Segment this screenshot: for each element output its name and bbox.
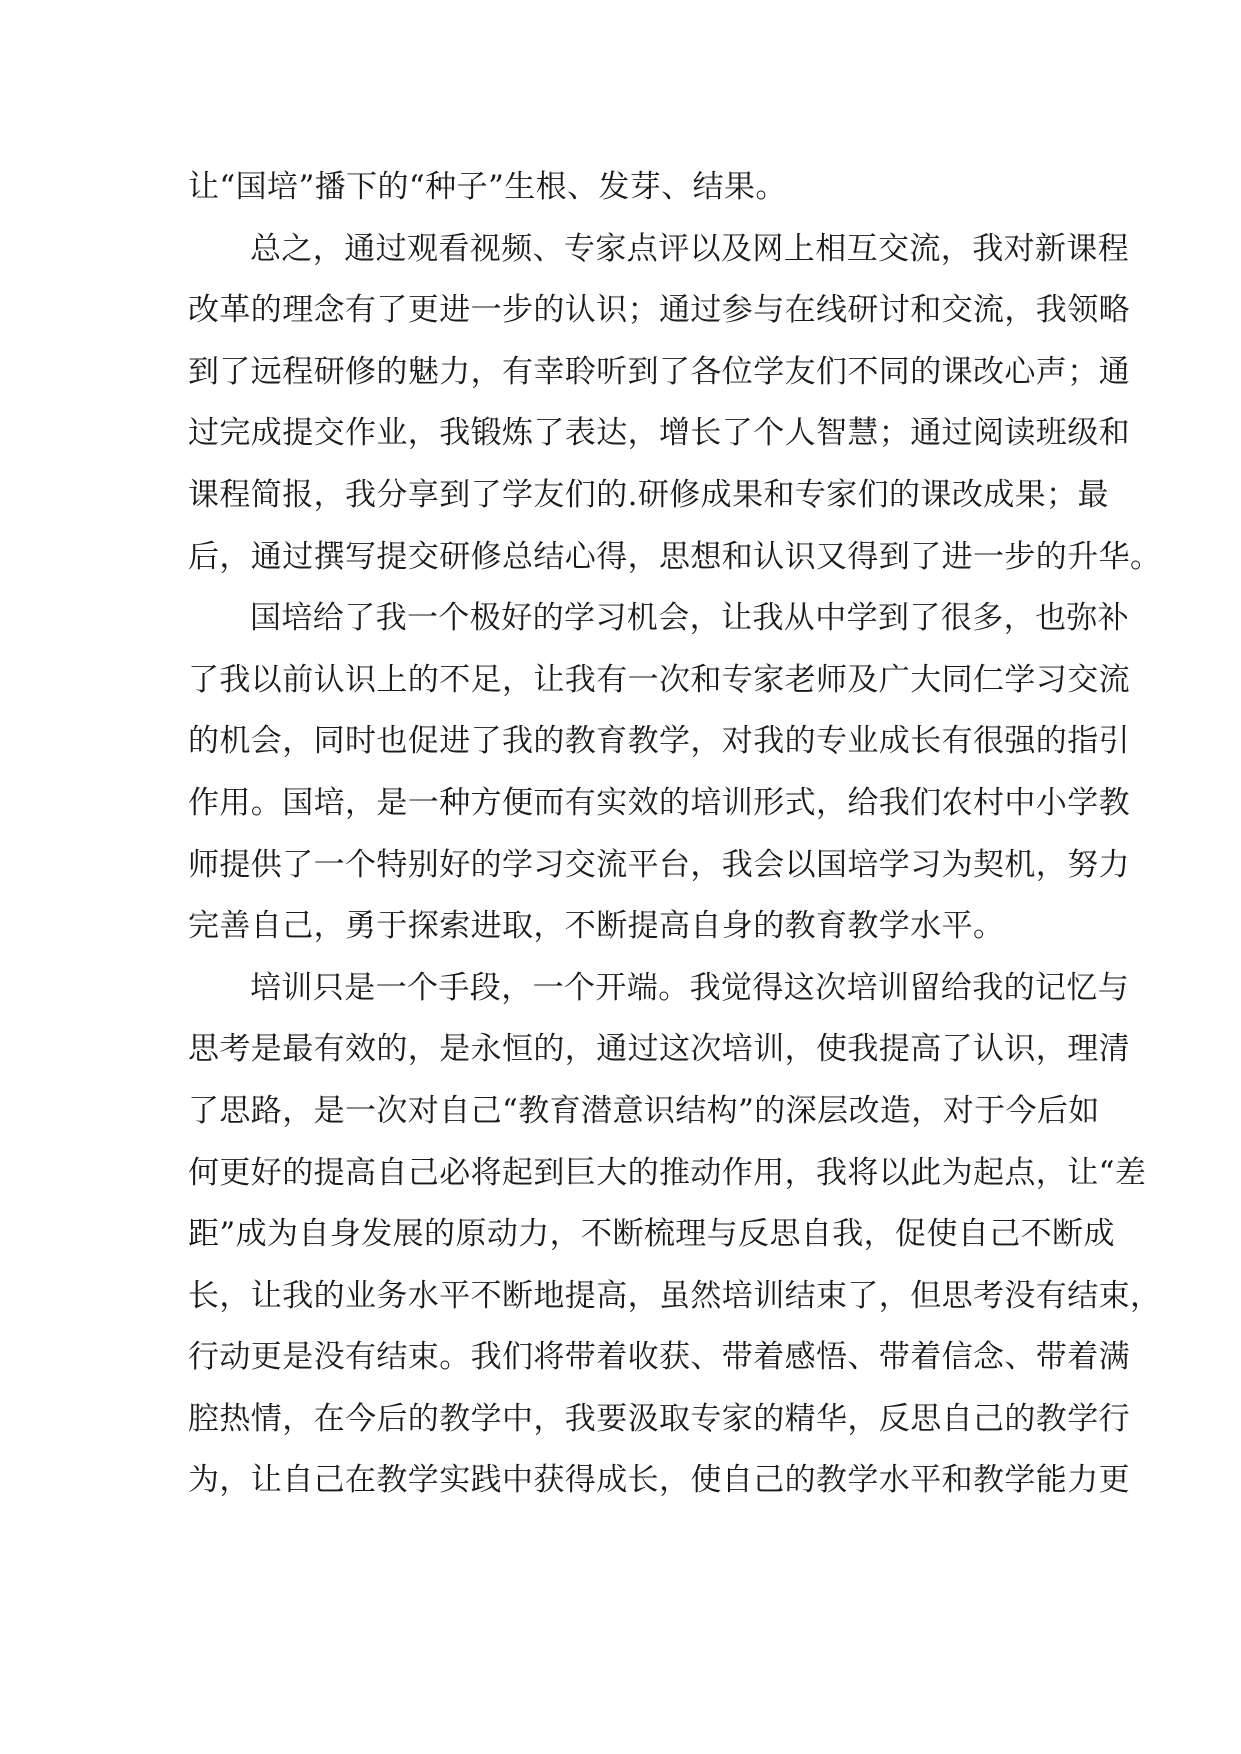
paragraph <box>188 219 1162 589</box>
text-line: 完善自己，勇于探索进取，不断提高自身的教育教学水平。 <box>188 908 1005 945</box>
text-line: 作用。国培，是一种方便而有实效的培训形式，给我们农村中小学教 <box>188 784 1130 821</box>
text-line: 课程简报，我分享到了学友们的.研修成果和专家们的课改成果；最 <box>188 476 1109 513</box>
text-line: 何更好的提高自己必将起到巨大的推动作用，我将以此为起点，让“差 <box>188 1154 1147 1191</box>
text-line: 为，让自己在教学实践中获得成长，使自己的教学水平和教学能力更 <box>188 1462 1130 1499</box>
body-text <box>188 157 1162 1512</box>
text-line: 的机会，同时也促进了我的教育教学，对我的专业成长有很强的指引 <box>188 723 1130 760</box>
text-line: 了思路，是一次对自己“教育潜意识结构”的深层改造，对于今后如 <box>188 1092 1100 1129</box>
text-line: 长，让我的业务水平不断地提高，虽然培训结束了，但思考没有结束， <box>188 1277 1162 1314</box>
text-line: 过完成提交作业，我锻炼了表达，增长了个人智慧；通过阅读班级和 <box>188 415 1130 452</box>
text-line: 让“国培”播下的“种子”生根、发芽、结果。 <box>188 169 787 205</box>
paragraph <box>188 588 1130 958</box>
text-line: 培训只是一个手段，一个开端。我觉得这次培训留给我的记忆与 <box>250 969 1130 1006</box>
text-line: 到了远程研修的魅力，有幸聆听到了各位学友们不同的课改心声；通 <box>188 353 1130 390</box>
paragraph <box>188 157 1068 219</box>
text-line: 后，通过撰写提交研修总结心得，思想和认识又得到了进一步的升华。 <box>188 538 1162 575</box>
text-line: 了我以前认识上的不足，让我有一次和专家老师及广大同仁学习交流 <box>188 661 1130 698</box>
paragraph <box>188 958 1162 1512</box>
text-line: 总之，通过观看视频、专家点评以及网上相互交流，我对新课程 <box>250 230 1130 267</box>
text-line: 行动更是没有结束。我们将带着收获、带着感悟、带着信念、带着满 <box>188 1339 1130 1376</box>
text-line: 距”成为自身发展的原动力，不断梳理与反思自我，促使自己不断成 <box>188 1216 1115 1253</box>
text-line: 改革的理念有了更进一步的认识；通过参与在线研讨和交流，我领略 <box>188 292 1130 329</box>
text-line: 腔热情，在今后的教学中，我要汲取专家的精华，反思自己的教学行 <box>188 1400 1130 1437</box>
text-line: 思考是最有效的，是永恒的，通过这次培训，使我提高了认识，理清 <box>188 1031 1130 1068</box>
text-line: 国培给了我一个极好的学习机会，让我从中学到了很多，也弥补 <box>250 600 1130 637</box>
text-line: 师提供了一个特别好的学习交流平台，我会以国培学习为契机，努力 <box>188 846 1130 883</box>
